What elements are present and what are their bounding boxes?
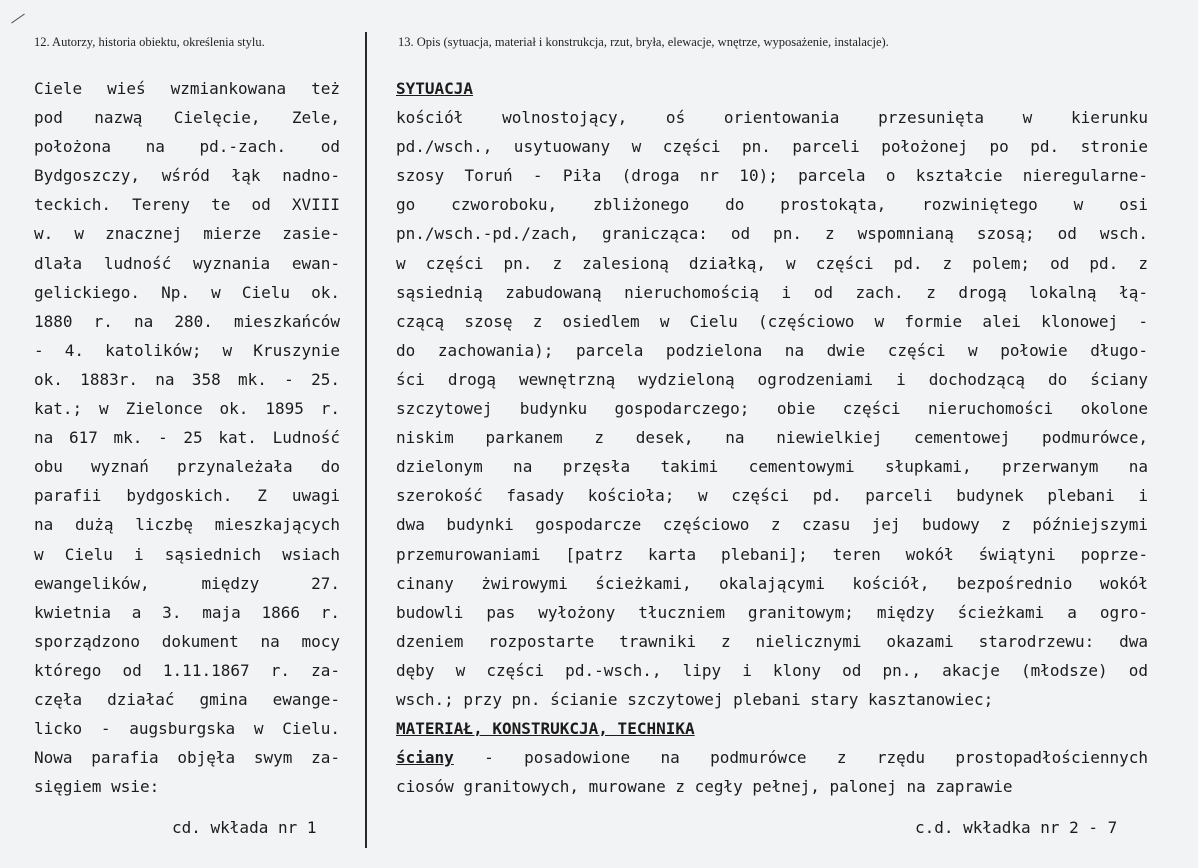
history-text-line: licko - augsburgska w Cielu.	[34, 719, 340, 739]
description-text-line: budowli pas wyłożony tłuczniem granitowym; między ścieżkami a ogro-	[396, 602, 1148, 622]
description-text-line: sąsiednią zabudowaną nieruchomością i od zach. z drogą lokalną łą-	[396, 282, 1148, 302]
history-text-line: - 4. katolików; w Kruszynie	[34, 340, 340, 360]
continuation-note-left: cd. wkłada nr 1	[172, 818, 317, 837]
description-text-line: szerokość fasady kościoła; w części pd. parceli budynek plebani i	[396, 486, 1148, 506]
description-text-line: ści drogą wewnętrzną wydzieloną ogrodzeniami i dochodzącą do ściany	[396, 369, 1148, 389]
continuation-note-right: c.d. wkładka nr 2 - 7	[915, 818, 1118, 837]
history-text-line: sporządzono dokument na mocy	[34, 631, 340, 651]
history-text-line: na 617 mk. - 25 kat. Ludność	[34, 428, 340, 448]
history-column	[34, 74, 340, 801]
column-divider	[365, 32, 367, 848]
description-column	[396, 74, 1148, 801]
section-12-header: 12. Autorzy, historia obiektu, określenia stylu.	[34, 35, 265, 49]
history-text-line: na dużą liczbę mieszkających	[34, 515, 340, 535]
description-text-line: szosy Toruń - Piła (droga nr 10); parcela o kształcie nieregularne-	[396, 166, 1148, 186]
history-text-line: obu wyznań przynależała do	[34, 457, 340, 477]
description-text-line: w części pn. z zalesioną działką, w części pd. z polem; od pd. z	[396, 253, 1148, 273]
description-text-line: cinany żwirowymi ścieżkami, okalającymi kościół, bezpośrednio wokół	[396, 573, 1148, 593]
section-heading	[396, 74, 1148, 103]
history-text-line: teckich. Tereny te od XVIII	[34, 195, 340, 215]
description-text-line: dzielonym na przęsła takimi cementowymi słupkami, przerwanym na	[396, 457, 1148, 477]
description-text-line: przemurowaniami [patrz karta plebani]; teren wokół świątyni poprze-	[396, 544, 1148, 564]
description-text-line: pd./wsch., usytuowany w części pn. parceli położonej po pd. stronie	[396, 137, 1148, 157]
history-text-line: ewangelików, między 27.	[34, 573, 340, 593]
history-text-line: parafii bydgoskich. Z uwagi	[34, 486, 340, 506]
walls-dash: -	[453, 748, 525, 768]
history-text-line: Nowa parafia objęła swym za-	[34, 748, 340, 768]
section-heading-text: SYTUACJA	[396, 79, 474, 98]
description-text-line: ciosów granitowych, murowane z cegły pełnej, palonej na zaprawie	[396, 777, 1013, 797]
history-text-line: którego od 1.11.1867 r. za-	[34, 660, 340, 680]
section-heading-text: MATERIAŁ, KONSTRUKCJA, TECHNIKA	[396, 719, 695, 739]
walls-term: ściany	[396, 748, 454, 768]
history-text-line: dlała ludność wyznania ewan-	[34, 253, 340, 273]
description-text-line: go czworoboku, zbliżonego do prostokąta, rozwiniętego w osi	[396, 195, 1148, 215]
history-text-line: gelickiego. Np. w Cielu ok.	[34, 282, 340, 302]
history-text-line: pod nazwą Cielęcie, Zele,	[34, 108, 340, 128]
walls-description: posadowione na podmurówce z rzędu prostopadłościennych	[524, 748, 1148, 768]
description-text-line: czącą szosę z osiedlem w Cielu (częściowo w formie alei klonowej -	[396, 311, 1148, 331]
history-text-line: w Cielu i sąsiednich wsiach	[34, 544, 340, 564]
history-text-line: ok. 1883r. na 358 mk. - 25.	[34, 369, 340, 389]
history-text-line: częła działać gmina ewange-	[34, 689, 340, 709]
description-text-line: pn./wsch.-pd./zach, granicząca: od pn. z wspomnianą szosą; od wsch.	[396, 224, 1148, 244]
description-text-line: dzeniem rozpostarte trawniki z nielicznymi okazami starodrzewu: dwa	[396, 631, 1148, 651]
description-text-line: dęby w części pd.-wsch., lipy i klony od pn., akacje (młodsze) od	[396, 660, 1148, 680]
history-text-line: sięgiem wsie:	[34, 777, 160, 797]
history-text-line: kat.; w Zielonce ok. 1895 r.	[34, 399, 340, 419]
history-text-line: Ciele wieś wzmiankowana też	[34, 79, 340, 98]
section-13-header: 13. Opis (sytuacja, materiał i konstrukcja, rzut, bryła, elewacje, wnętrze, wyposażenie, instalacje).	[398, 35, 889, 49]
description-text-line: wsch.; przy pn. ścianie szczytowej plebani stary kasztanowiec;	[396, 689, 994, 709]
description-text-line: do zachowania); parcela podzielona na dwie części w połowie długo-	[396, 340, 1148, 360]
history-text-line: położona na pd.-zach. od	[34, 137, 340, 157]
description-text-line: dwa budynki gospodarcze częściowo z czasu jej budowy z późniejszymi	[396, 515, 1148, 535]
history-text-line: Bydgoszczy, wśród łąk nadno-	[34, 166, 340, 186]
history-text-line: 1880 r. na 280. mieszkańców	[34, 311, 340, 331]
history-text-line: kwietnia a 3. maja 1866 r.	[34, 602, 340, 622]
description-text-line: kościół wolnostojący, oś orientowania przesunięta w kierunku	[396, 108, 1148, 128]
section-heading	[396, 714, 1148, 743]
walls-entry-line	[396, 743, 1148, 772]
corner-mark	[11, 14, 25, 24]
description-text-line: szczytowej budynku gospodarczego; obie części nieruchomości okolone	[396, 399, 1148, 419]
history-text-line: w. w znacznej mierze zasie-	[34, 224, 340, 244]
description-text-line: niskim parkanem z desek, na niewielkiej cementowej podmurówce,	[396, 428, 1148, 448]
